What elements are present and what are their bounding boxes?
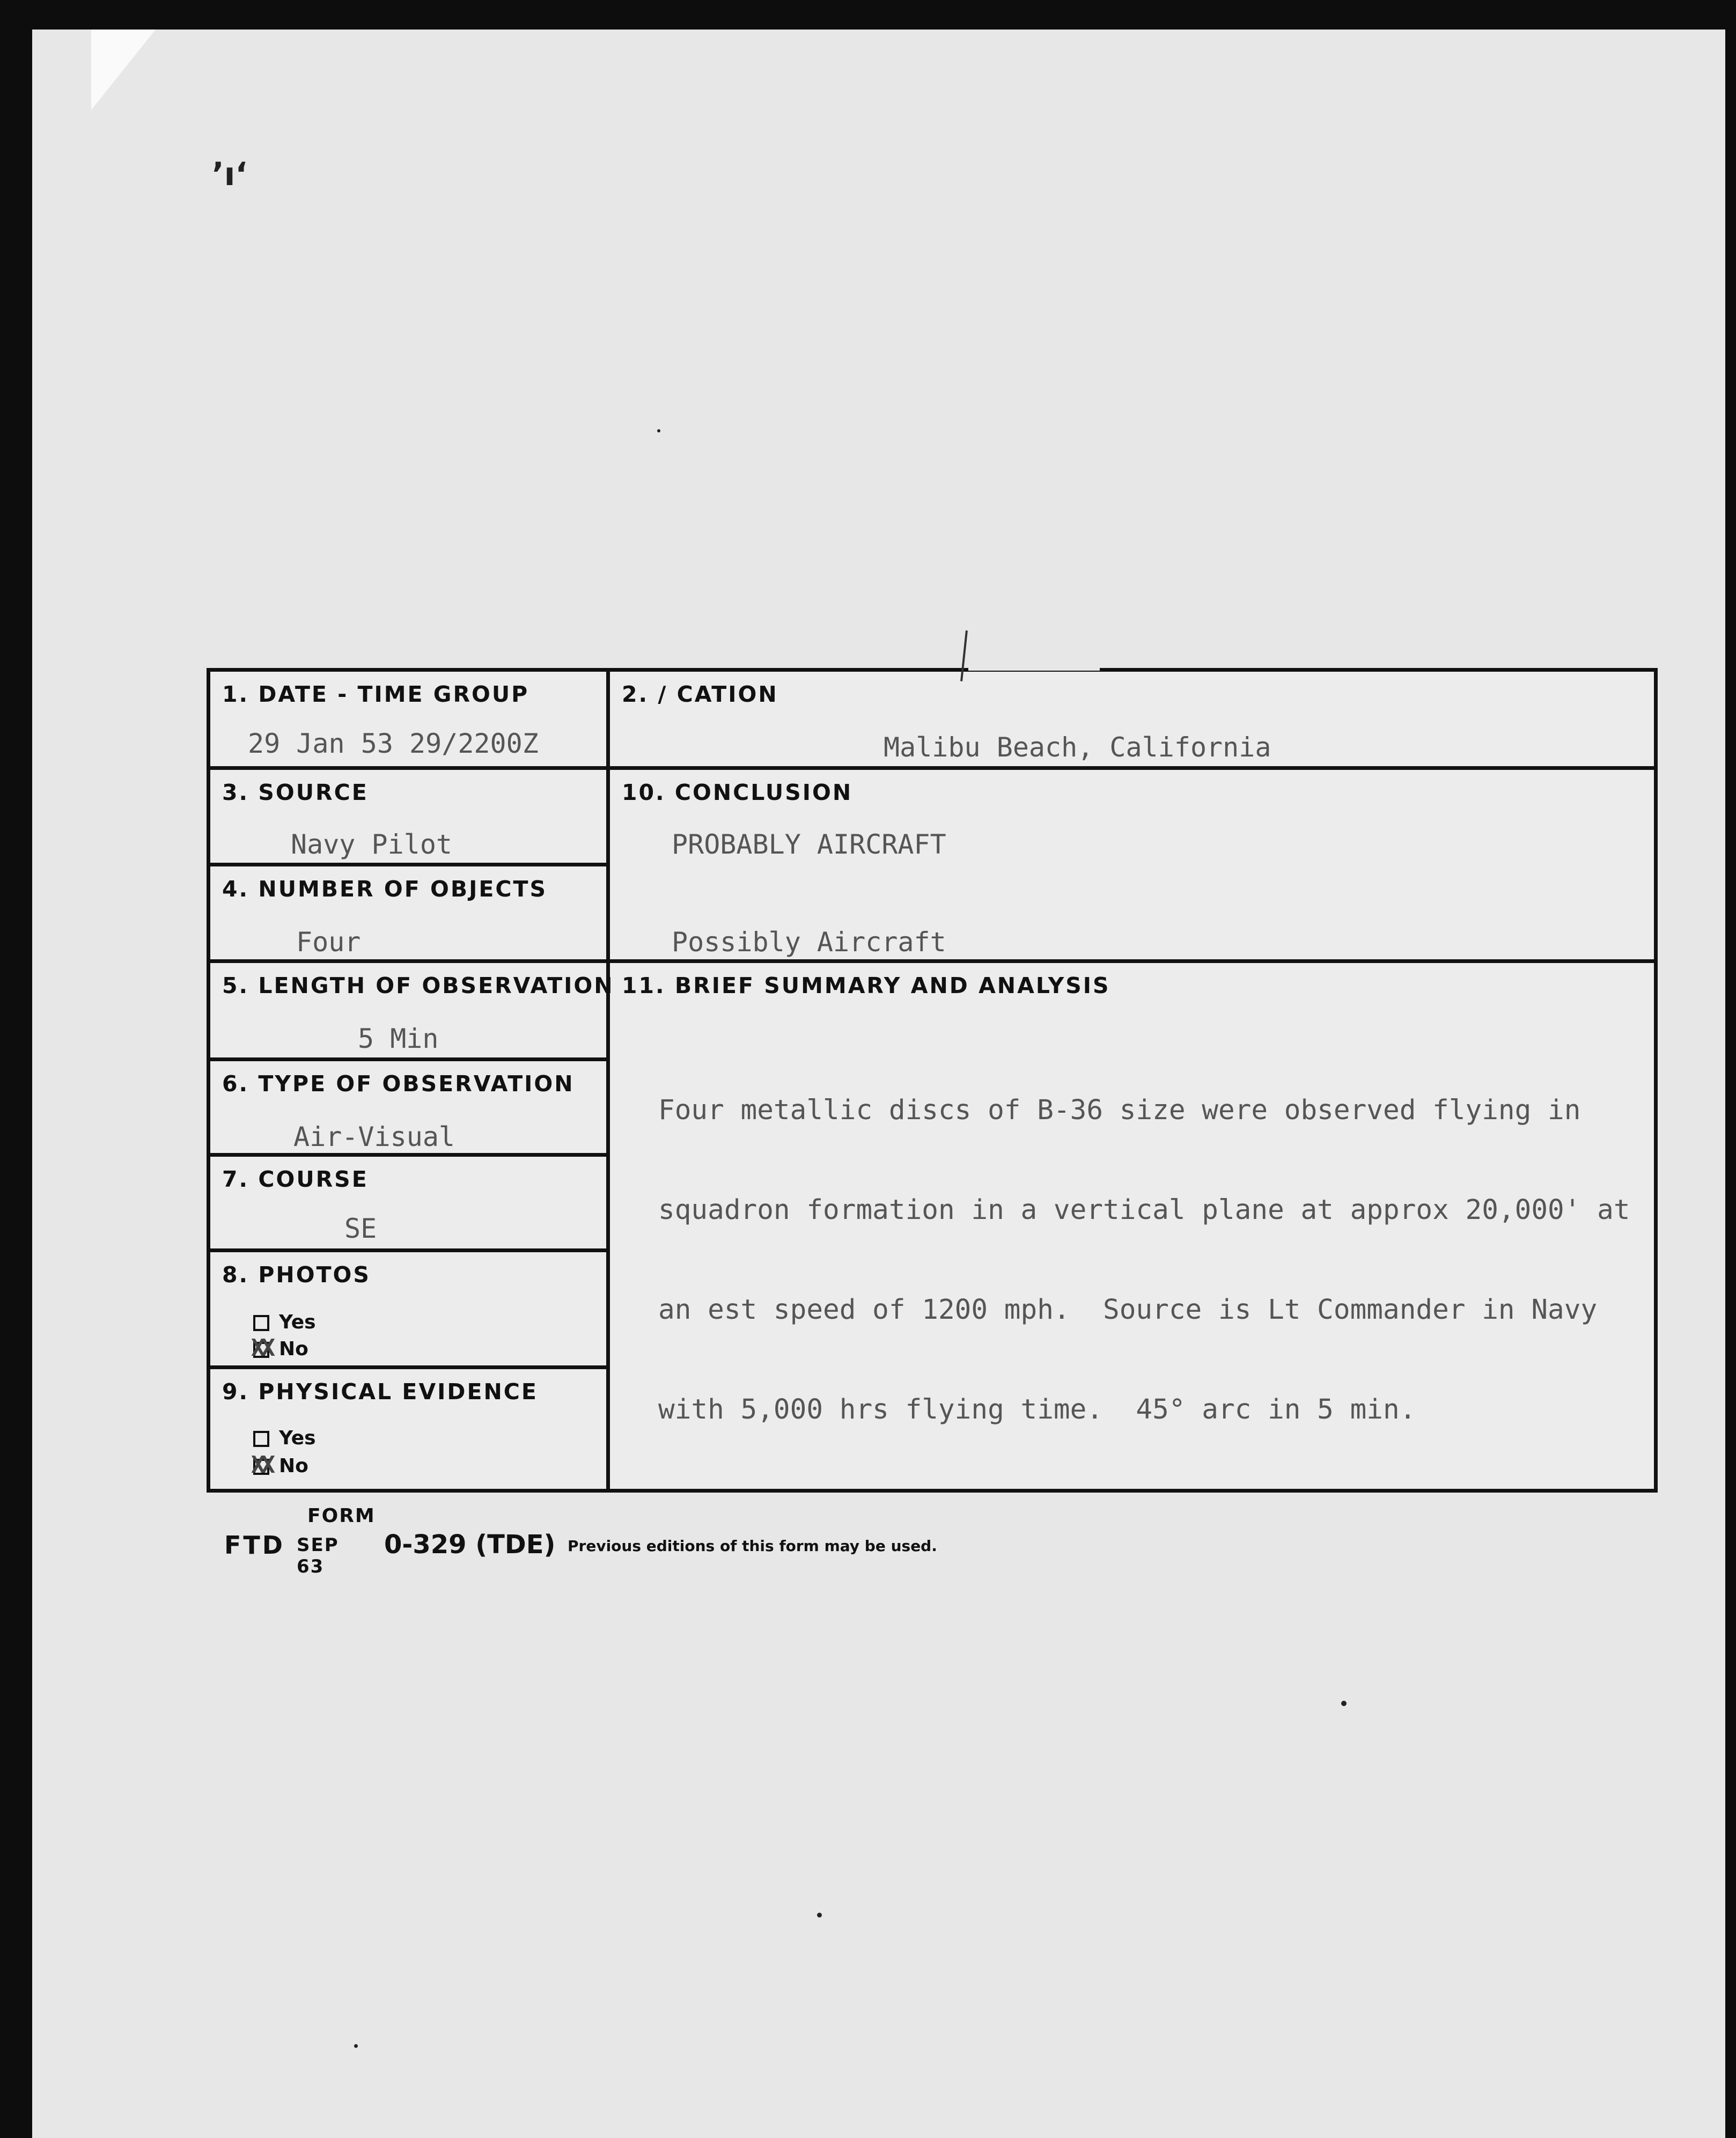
field-value: Air-Visual [293, 1121, 455, 1152]
option-label: Yes [279, 1427, 316, 1449]
field-label: 8. PHOTOS [222, 1262, 371, 1288]
photos-no-option [253, 1338, 308, 1360]
field-number-of-objects [210, 866, 610, 963]
summary-line: squadron formation in a vertical plane at approx 20,000' at [658, 1194, 1630, 1226]
conclusion-primary: PROBABLY AIRCRAFT [672, 829, 946, 860]
field-label: 5. LENGTH OF OBSERVATION [222, 973, 614, 998]
field-type-of-observation [210, 1061, 610, 1157]
field-label: 9. PHYSICAL EVIDENCE [222, 1379, 538, 1405]
field-value: Navy Pilot [291, 829, 453, 860]
summary-line: with 5,000 hrs flying time. 45° arc in 5 min. [658, 1394, 1416, 1426]
checkbox-checked [253, 1342, 269, 1358]
footer-form-word: FORM [307, 1505, 376, 1527]
field-course [210, 1157, 610, 1252]
speck [1341, 1701, 1347, 1706]
field-value: 29 Jan 53 29/2200Z [248, 728, 539, 759]
field-location [610, 672, 1658, 770]
field-value: Four [296, 927, 361, 958]
photos-yes-option [253, 1311, 316, 1333]
option-label: No [279, 1455, 308, 1477]
field-label: 11. BRIEF SUMMARY AND ANALYSIS [622, 973, 1110, 998]
field-label: 7. COURSE [222, 1166, 369, 1192]
field-conclusion [610, 770, 1658, 963]
footer-date: SEP 63 [297, 1534, 339, 1577]
paper-corner [91, 30, 156, 110]
field-date-time-group [210, 672, 610, 770]
field-label: 6. TYPE OF OBSERVATION [222, 1071, 575, 1097]
field-length-of-observation [210, 963, 614, 1061]
field-label: 3. SOURCE [222, 780, 369, 805]
speck [817, 1913, 822, 1917]
field-source [210, 770, 610, 866]
summary-text [658, 1027, 1630, 1493]
field-label: 10. CONCLUSION [622, 780, 853, 805]
summary-line: Four metallic discs of B-36 size were observed flying in [658, 1094, 1581, 1126]
checkbox-unchecked [253, 1431, 269, 1447]
field-label: 1. DATE - TIME GROUP [222, 681, 529, 707]
speck [657, 429, 660, 432]
conclusion-secondary: Possibly Aircraft [672, 927, 946, 958]
footer-form-number: 0-329 (TDE) [384, 1530, 556, 1560]
field-value: SE [344, 1213, 377, 1244]
field-value: 5 Min [358, 1023, 439, 1054]
footer-ftd: FTD [224, 1531, 285, 1560]
field-label: 2. / CATION [622, 681, 778, 707]
field-physical-evidence [210, 1369, 610, 1489]
field-value: Malibu Beach, California [884, 732, 1271, 763]
evidence-no-option [253, 1455, 308, 1477]
evidence-yes-option [253, 1427, 316, 1449]
speck [354, 2044, 358, 2048]
report-form [207, 668, 1658, 1493]
checkbox-unchecked [253, 1315, 269, 1331]
handwritten-mark: ’ı‘ [212, 156, 248, 193]
field-brief-summary [610, 963, 1658, 1489]
option-label: Yes [279, 1311, 316, 1333]
field-photos [210, 1252, 610, 1369]
footer-note: Previous editions of this form may be used. [568, 1537, 937, 1555]
summary-line: an est speed of 1200 mph. Source is Lt Commander in Navy [658, 1294, 1598, 1326]
field-label: 4. NUMBER OF OBJECTS [222, 876, 547, 902]
form-border-gap [968, 664, 1100, 671]
checkbox-checked [253, 1459, 269, 1475]
option-label: No [279, 1338, 308, 1360]
